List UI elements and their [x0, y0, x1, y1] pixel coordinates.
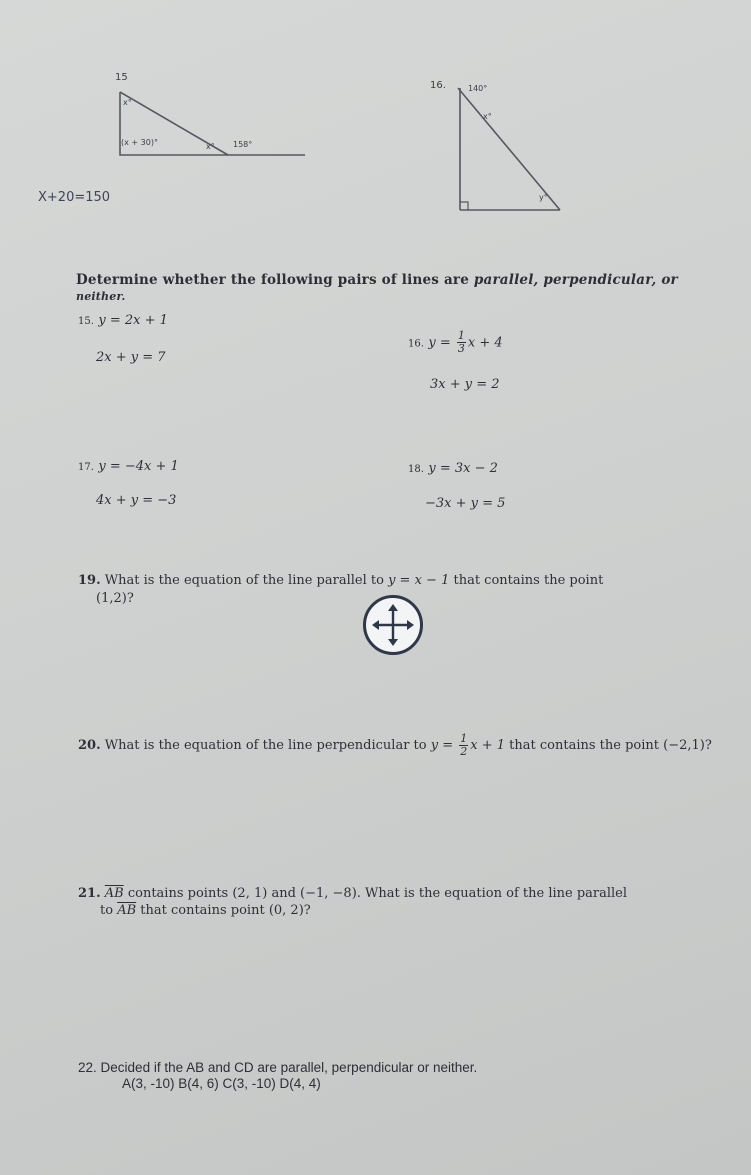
figure-15-angle-top: x° — [123, 98, 132, 107]
problem-16-number: 16. — [408, 338, 424, 350]
problem-21-line-2 — [100, 903, 311, 918]
problem-20-number: 20. — [78, 738, 101, 753]
problem-16 — [408, 330, 503, 355]
problem-21-text-2: . What is the equation of the line parallel — [356, 886, 628, 901]
problem-17-equation-2: 4x + y = −3 — [96, 493, 177, 508]
problem-20-eq-suffix: x + 1 — [470, 738, 506, 753]
problem-19-number: 19. — [78, 573, 101, 588]
figure-15-angle-right: 158° — [233, 140, 253, 149]
problem-22-points: A(3, -10) B(4, 6) C(3, -10) D(4, 4) — [122, 1076, 321, 1091]
problem-22 — [78, 1060, 477, 1075]
instructions-italic: parallel, perpendicular, or — [473, 272, 678, 288]
instructions-line-1 — [76, 272, 678, 288]
figure-16-number: 16. — [430, 80, 446, 91]
figure-15-angle-left: (x + 30)° — [121, 138, 158, 147]
problem-21-line-1 — [78, 886, 627, 901]
move-arrows-icon — [366, 598, 420, 652]
problem-20-text-1: What is the equation of the line perpendicular to — [104, 738, 431, 753]
problem-22-number: 22. — [78, 1060, 97, 1075]
figure-16-angle-mid: x° — [483, 112, 492, 121]
problem-21-segment: $\overline{AB}$ — [104, 886, 124, 901]
problem-21-number: 21. — [78, 886, 101, 901]
figure-15-angle-mid: x° — [206, 142, 215, 151]
problem-17 — [78, 458, 179, 474]
problem-20-fraction — [459, 733, 468, 758]
problem-21-line-2-prefix: to — [100, 903, 118, 918]
figure-15-triangle — [110, 80, 320, 170]
problem-19-point: (1,2)? — [96, 591, 134, 606]
instructions-text: Determine whether the following pairs of lines are — [76, 272, 474, 288]
problem-21-text-1: contains points — [123, 886, 233, 901]
problem-19-text-2: that contains the point — [449, 573, 604, 588]
problem-18 — [408, 460, 498, 476]
problem-16-equation-2: 3x + y = 2 — [430, 377, 500, 392]
problem-17-number: 17. — [78, 462, 94, 473]
problem-20-fraction-numerator: 1 — [460, 732, 468, 745]
problem-17-equation-1: y = −4x + 1 — [98, 459, 179, 474]
problem-19-text-1: What is the equation of the line parallel to — [104, 573, 389, 588]
problem-20 — [78, 733, 712, 758]
problem-15-equation-1: y = 2x + 1 — [98, 313, 168, 328]
problem-22-text: Decided if the AB and CD are parallel, perpendicular or neither. — [100, 1060, 478, 1075]
problem-20-point: (−2,1)? — [663, 738, 712, 753]
problem-16-fraction — [457, 330, 466, 355]
problem-15-number: 15. — [78, 316, 94, 327]
problem-15-equation-2: 2x + y = 7 — [96, 350, 166, 365]
problem-20-text-2: that contains the point — [505, 738, 664, 753]
problem-21-line-2-text: that contains point — [136, 903, 269, 918]
problem-15 — [78, 312, 168, 328]
problem-21-and: and — [267, 886, 301, 901]
problem-18-equation-1: y = 3x − 2 — [428, 461, 498, 476]
problem-21-segment-2: $\overline{AB}$ — [117, 903, 137, 918]
problem-18-equation-2: −3x + y = 5 — [425, 496, 506, 511]
move-handle-button[interactable] — [363, 595, 423, 655]
handwritten-equation: X+20=150 — [38, 190, 111, 205]
instructions-line-2: neither. — [76, 290, 126, 303]
figure-15-number: 15 — [115, 72, 128, 83]
problem-21-point-1: (2, 1) — [232, 886, 268, 901]
problem-16-eq-prefix: y = — [428, 335, 455, 351]
problem-21-point-2: (−1, −8) — [300, 886, 357, 901]
figure-16-angle-bottom: y° — [539, 193, 548, 202]
problem-19-line-1 — [78, 573, 603, 588]
problem-16-fraction-numerator: 1 — [457, 329, 465, 342]
problem-21-line-2-point: (0, 2)? — [268, 903, 311, 918]
problem-16-eq-suffix: x + 4 — [467, 335, 503, 351]
problem-16-fraction-denominator: 3 — [457, 342, 465, 355]
problem-20-eq-prefix: y = — [430, 738, 458, 753]
problem-20-fraction-denominator: 2 — [460, 745, 468, 758]
figure-16-angle-top: 140° — [468, 84, 488, 93]
problem-19-equation: y = x − 1 — [388, 573, 450, 588]
figure-16-triangle — [450, 85, 570, 220]
problem-18-number: 18. — [408, 464, 424, 475]
